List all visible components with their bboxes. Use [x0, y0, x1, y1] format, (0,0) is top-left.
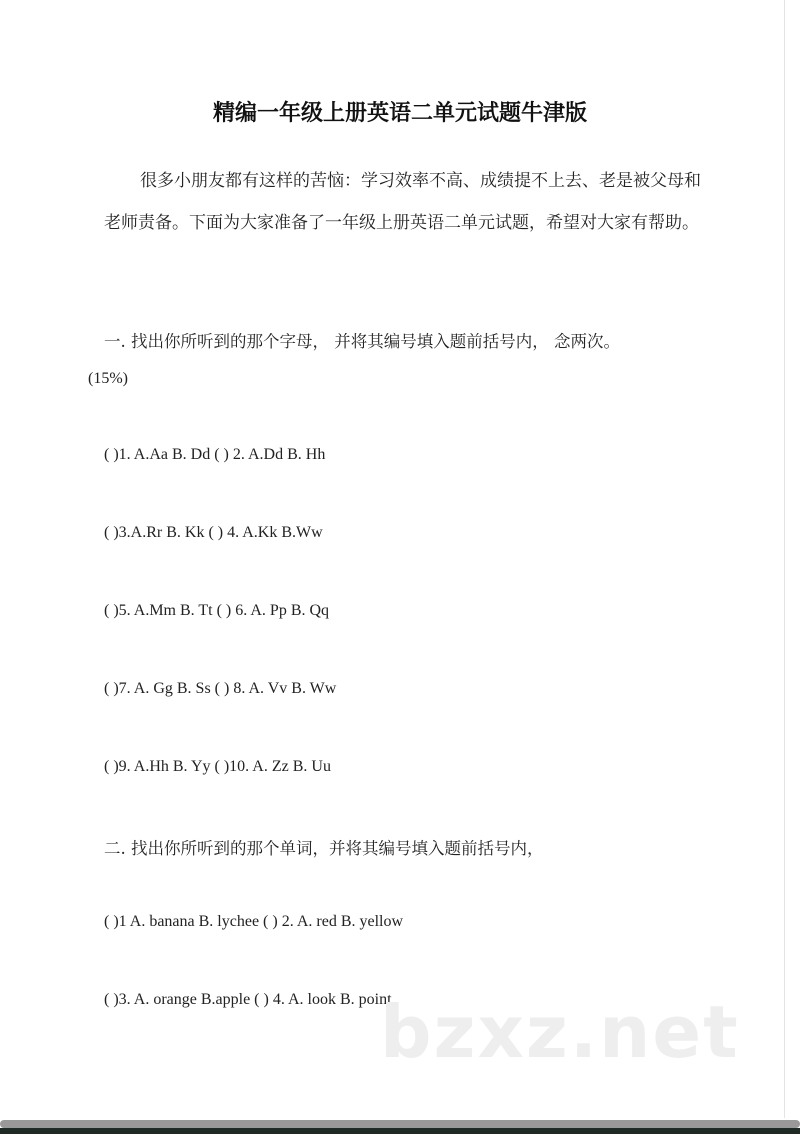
- intro-text: 很多小朋友都有这样的苦恼：学习效率不高、成绩提不上去、老是被父母和老师责备。下面为大家准备了一年级上册英语二单元试题，希望对大家有帮助。: [104, 171, 701, 233]
- question-line: ( )5. A.Mm B. Tt ( ) 6. A. Pp B. Qq: [104, 602, 330, 619]
- horizontal-scrollbar[interactable]: [0, 1120, 800, 1128]
- section1-heading: 一. 找出你所听到的那个字母， 并将其编号填入题前括号内， 念两次。: [104, 332, 620, 351]
- question-line: ( )3. A. orange B.apple ( ) 4. A. look B. point: [104, 991, 392, 1008]
- question-line: ( )1. A.Aa B. Dd ( ) 2. A.Dd B. Hh: [104, 446, 326, 463]
- section1-score: (15%): [88, 370, 128, 387]
- watermark: bzxz.net: [380, 990, 740, 1074]
- question-line: ( )7. A. Gg B. Ss ( ) 8. A. Vv B. Ww: [104, 680, 337, 697]
- section2-heading: 二. 找出你所听到的那个单词，并将其编号填入题前括号内，: [104, 839, 544, 858]
- question-line: ( )1 A. banana B. lychee ( ) 2. A. red B. yellow: [104, 913, 404, 930]
- document-title: 精编一年级上册英语二单元试题牛津版: [212, 101, 587, 126]
- desktop-background-strip: [0, 1128, 800, 1134]
- question-line: ( )3.A.Rr B. Kk ( ) 4. A.Kk B.Ww: [104, 524, 323, 541]
- intro-paragraph: [104, 160, 704, 244]
- question-line: ( )9. A.Hh B. Yy ( )10. A. Zz B. Uu: [104, 758, 331, 775]
